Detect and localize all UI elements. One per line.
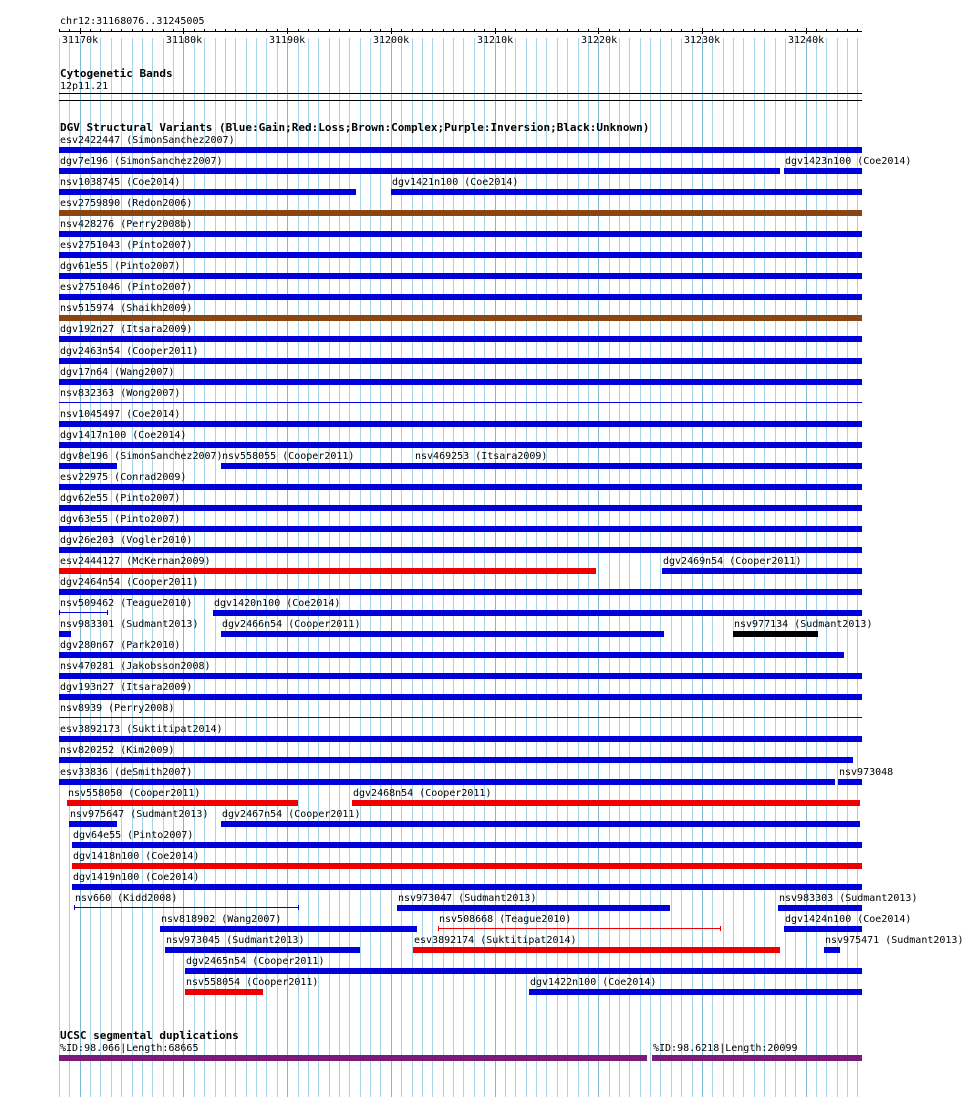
ruler-tick (474, 29, 475, 32)
variant-bar-end (107, 610, 108, 615)
variant-label: nsv515974 (Shaikh2009) (60, 303, 193, 314)
variant-bar[interactable] (221, 631, 664, 637)
ruler-tick (422, 29, 423, 32)
segdup-label: %ID:98.066|Length:68665 (60, 1043, 199, 1054)
ruler-tick (266, 29, 267, 32)
ruler-tick (567, 29, 568, 32)
ruler-tick (401, 29, 402, 32)
variant-label: dgv7e196 (SimonSanchez2007) (60, 156, 223, 167)
variant-bar[interactable] (59, 589, 862, 595)
ruler-tick (90, 29, 91, 32)
variant-label: nsv818902 (Wang2007) (161, 914, 282, 925)
variant-label: esv3892173 (Suktitipat2014) (60, 724, 223, 735)
variant-bar[interactable] (185, 989, 263, 995)
ruler-tick (598, 28, 599, 34)
variant-label: nsv660 (Kidd2008) (75, 893, 178, 904)
ruler-tick (121, 29, 122, 32)
variant-label: nsv558055 (Cooper2011) (222, 451, 355, 462)
ruler-tick (69, 29, 70, 32)
ruler-tick (609, 29, 610, 32)
variant-label: nsv1045497 (Coe2014) (60, 409, 181, 420)
variant-label: dgv2467n54 (Cooper2011) (222, 809, 361, 820)
ruler-tick (671, 29, 672, 32)
ruler-tick (246, 29, 247, 32)
variant-label: dgv2469n54 (Cooper2011) (663, 556, 802, 567)
ruler-tick (578, 29, 579, 32)
variant-bar[interactable] (59, 273, 862, 279)
ruler-tick (806, 28, 807, 34)
ruler-tick (536, 29, 537, 32)
variant-label: dgv62e55 (Pinto2007) (60, 493, 181, 504)
variant-label: nsv8939 (Perry2008) (60, 703, 175, 714)
ruler-tick (692, 29, 693, 32)
variant-bar[interactable] (59, 168, 780, 174)
ruler-tick (59, 29, 60, 32)
ruler-tick-label: 31190k (269, 35, 306, 46)
ruler-tick (215, 29, 216, 32)
variant-label: dgv8e196 (SimonSanchez2007) (60, 451, 223, 462)
variant-bar[interactable] (413, 947, 780, 953)
variant-bar[interactable] (838, 779, 862, 785)
variant-bar[interactable] (59, 694, 862, 700)
variant-label: dgv2468n54 (Cooper2011) (353, 788, 492, 799)
ruler-tick (329, 29, 330, 32)
variant-bar[interactable] (59, 421, 862, 427)
variant-bar[interactable] (397, 905, 670, 911)
variant-bar[interactable] (72, 863, 862, 869)
ruler-tick (484, 29, 485, 32)
variant-bar-end (59, 610, 60, 615)
ruler-tick (152, 29, 153, 32)
ruler-tick (826, 29, 827, 32)
ruler-tick (298, 29, 299, 32)
variant-label: nsv1038745 (Coe2014) (60, 177, 181, 188)
ruler-tick (588, 29, 589, 32)
variant-bar[interactable] (74, 907, 298, 908)
variant-bar[interactable] (59, 505, 862, 511)
ruler-tick (277, 29, 278, 32)
ruler-tick (225, 29, 226, 32)
variant-bar[interactable] (529, 989, 862, 995)
variant-label: nsv428276 (Perry2008b) (60, 219, 193, 230)
dgv-track-title: DGV Structural Variants (Blue:Gain;Red:Loss;Brown:Complex;Purple:Inversion;Black:Unknown) (60, 121, 650, 134)
variant-label: nsv558050 (Cooper2011) (68, 788, 201, 799)
variant-label: esv2751046 (Pinto2007) (60, 282, 193, 293)
variant-bar[interactable] (391, 189, 862, 195)
cytoband-line-top (59, 93, 862, 94)
variant-bar[interactable] (59, 336, 862, 342)
variant-label: esv3892174 (Suktitipat2014) (414, 935, 577, 946)
ruler-axis (59, 31, 862, 32)
ruler-tick (349, 29, 350, 32)
variant-bar[interactable] (824, 947, 840, 953)
variant-bar[interactable] (784, 168, 862, 174)
variant-bar[interactable] (213, 610, 862, 616)
ruler-tick (142, 29, 143, 32)
variant-bar[interactable] (67, 800, 298, 806)
segdup-label: %ID:98.6218|Length:20099 (653, 1043, 798, 1054)
ruler-tick (660, 29, 661, 32)
ruler-tick (546, 29, 547, 32)
ruler-tick-label: 31240k (788, 35, 825, 46)
ruler-tick (723, 29, 724, 32)
variant-label: dgv61e55 (Pinto2007) (60, 261, 181, 272)
ruler-tick (515, 29, 516, 32)
variant-label: dgv2464n54 (Cooper2011) (60, 577, 199, 588)
variant-label: nsv977134 (Sudmant2013) (734, 619, 873, 630)
variant-bar[interactable] (59, 779, 835, 785)
variant-bar[interactable] (72, 842, 862, 848)
ruler-tick (816, 29, 817, 32)
ruler-tick (775, 29, 776, 32)
variant-bar[interactable] (59, 402, 862, 403)
variant-bar[interactable] (59, 442, 862, 448)
segdup-bar[interactable] (652, 1055, 862, 1061)
ruler-tick (308, 29, 309, 32)
ruler-tick (163, 29, 164, 32)
variant-label: nsv509462 (Teague2010) (60, 598, 193, 609)
ruler-tick (463, 29, 464, 32)
ruler-tick (235, 29, 236, 32)
variant-bar[interactable] (221, 463, 862, 469)
variant-bar[interactable] (733, 631, 818, 637)
variant-label: nsv508668 (Teague2010) (439, 914, 572, 925)
ruler-tick (318, 29, 319, 32)
ruler-tick (173, 29, 174, 32)
variant-bar[interactable] (221, 821, 860, 827)
ruler-tick (847, 29, 848, 32)
variant-bar[interactable] (352, 800, 860, 806)
variant-bar[interactable] (59, 484, 862, 490)
ruler-tick (443, 29, 444, 32)
variant-bar[interactable] (59, 757, 853, 763)
cytoband-line-bottom (59, 100, 862, 101)
variant-label: dgv64e55 (Pinto2007) (73, 830, 194, 841)
ruler-tick (204, 29, 205, 32)
segdup-track-title: UCSC segmental duplications (60, 1029, 239, 1042)
ruler-tick-label: 31170k (62, 35, 99, 46)
variant-bar[interactable] (59, 358, 862, 364)
ruler-tick (764, 29, 765, 32)
variant-label: esv2751043 (Pinto2007) (60, 240, 193, 251)
variant-bar-end (298, 905, 299, 910)
ruler-tick (287, 28, 288, 34)
variant-label: nsv832363 (Wong2007) (60, 388, 181, 399)
variant-bar-end (720, 926, 721, 931)
variant-label: dgv2463n54 (Cooper2011) (60, 346, 199, 357)
variant-bar[interactable] (784, 926, 862, 932)
variant-label: esv2759890 (Redon2006) (60, 198, 193, 209)
ruler-tick (754, 29, 755, 32)
ruler-tick (100, 29, 101, 32)
variant-bar[interactable] (59, 673, 862, 679)
variant-label: dgv1424n100 (Coe2014) (785, 914, 912, 925)
variant-bar[interactable] (59, 547, 862, 553)
ruler-tick (132, 29, 133, 32)
ruler-tick (795, 29, 796, 32)
variant-label: dgv1418n100 (Coe2014) (73, 851, 200, 862)
ruler-tick-label: 31180k (166, 35, 203, 46)
variant-bar[interactable] (414, 463, 416, 469)
ruler-tick (360, 29, 361, 32)
variant-bar[interactable] (778, 905, 862, 911)
ruler-tick (453, 29, 454, 32)
variant-bar[interactable] (160, 926, 417, 932)
variant-bar[interactable] (59, 717, 862, 718)
variant-bar[interactable] (69, 821, 117, 827)
variant-bar[interactable] (59, 631, 71, 637)
ruler-location: chr12:31168076..31245005 (60, 16, 205, 27)
variant-label: dgv1419n100 (Coe2014) (73, 872, 200, 883)
ruler-tick (183, 28, 184, 34)
variant-bar[interactable] (59, 231, 862, 237)
ruler-tick (432, 29, 433, 32)
variant-label: nsv470281 (Jakobsson2008) (60, 661, 211, 672)
ruler-tick (619, 29, 620, 32)
variant-label: nsv973048 (839, 767, 894, 778)
variant-bar[interactable] (59, 463, 117, 469)
variant-label: esv33836 (deSmith2007) (60, 767, 193, 778)
variant-label: dgv63e55 (Pinto2007) (60, 514, 181, 525)
variant-bar[interactable] (59, 652, 844, 658)
ruler-tick (194, 29, 195, 32)
variant-bar[interactable] (72, 884, 862, 890)
ruler-tick-label: 31220k (581, 35, 618, 46)
ruler-tick (80, 28, 81, 34)
ruler-tick (526, 29, 527, 32)
variant-bar[interactable] (59, 736, 862, 742)
variant-bar[interactable] (59, 210, 862, 216)
variant-label: dgv26e203 (Vogler2010) (60, 535, 193, 546)
variant-label: dgv1423n100 (Coe2014) (785, 156, 912, 167)
variant-label: esv22975 (Conrad2009) (60, 472, 187, 483)
variant-label: nsv558054 (Cooper2011) (186, 977, 319, 988)
variant-bar[interactable] (59, 315, 862, 321)
ruler-tick (256, 29, 257, 32)
ruler-tick-label: 31230k (684, 35, 721, 46)
ruler-tick (111, 29, 112, 32)
cytoband-track-title: Cytogenetic Bands (60, 67, 173, 80)
variant-label: nsv983303 (Sudmant2013) (779, 893, 918, 904)
ruler-tick (712, 29, 713, 32)
ruler-tick (650, 29, 651, 32)
variant-label: esv2422447 (SimonSanchez2007) (60, 135, 235, 146)
ruler-tick (505, 29, 506, 32)
variant-label: dgv192n27 (Itsara2009) (60, 324, 193, 335)
variant-bar[interactable] (185, 968, 862, 974)
variant-bar-end (74, 905, 75, 910)
segdup-bar[interactable] (59, 1055, 647, 1061)
ruler-tick (743, 29, 744, 32)
variant-label: dgv193n27 (Itsara2009) (60, 682, 193, 693)
ruler-tick (640, 29, 641, 32)
variant-label: dgv1421n100 (Coe2014) (392, 177, 519, 188)
variant-label: dgv280n67 (Park2010) (60, 640, 181, 651)
variant-label: dgv1417n100 (Coe2014) (60, 430, 187, 441)
variant-label: dgv2466n54 (Cooper2011) (222, 619, 361, 630)
cytoband-label: 12p11.21 (60, 81, 109, 92)
ruler-tick (370, 29, 371, 32)
ruler-tick (629, 29, 630, 32)
variant-bar[interactable] (59, 252, 862, 258)
variant-label: nsv973045 (Sudmant2013) (166, 935, 305, 946)
variant-label: nsv469253 (Itsara2009) (415, 451, 548, 462)
ruler-tick (412, 29, 413, 32)
variant-label: nsv975647 (Sudmant2013) (70, 809, 209, 820)
ruler-tick (391, 28, 392, 34)
variant-bar[interactable] (59, 189, 356, 195)
variant-bar-end (438, 926, 439, 931)
variant-bar[interactable] (59, 526, 862, 532)
variant-label: dgv1420n100 (Coe2014) (214, 598, 341, 609)
variant-label: esv2444127 (McKernan2009) (60, 556, 211, 567)
variant-bar[interactable] (59, 379, 862, 385)
ruler-tick (785, 29, 786, 32)
variant-bar[interactable] (662, 568, 862, 574)
ruler-tick (681, 29, 682, 32)
ruler-tick (733, 29, 734, 32)
variant-bar[interactable] (438, 928, 720, 929)
variant-bar[interactable] (59, 612, 107, 613)
variant-label: nsv983301 (Sudmant2013) (60, 619, 199, 630)
variant-label: dgv2465n54 (Cooper2011) (186, 956, 325, 967)
variant-bar[interactable] (59, 294, 862, 300)
variant-bar[interactable] (59, 568, 596, 574)
variant-label: dgv17n64 (Wang2007) (60, 367, 175, 378)
ruler-tick (702, 28, 703, 34)
ruler-tick (495, 28, 496, 34)
ruler-tick (857, 29, 858, 32)
ruler-tick-label: 31200k (373, 35, 410, 46)
ruler-tick (557, 29, 558, 32)
ruler-tick (380, 29, 381, 32)
variant-label: nsv975471 (Sudmant2013) (825, 935, 963, 946)
variant-label: nsv820252 (Kim2009) (60, 745, 175, 756)
variant-bar[interactable] (165, 947, 360, 953)
ruler-tick (339, 29, 340, 32)
ruler-tick-label: 31210k (477, 35, 514, 46)
variant-bar[interactable] (59, 147, 862, 153)
ruler-tick (837, 29, 838, 32)
variant-label: dgv1422n100 (Coe2014) (530, 977, 657, 988)
variant-label: nsv973047 (Sudmant2013) (398, 893, 537, 904)
